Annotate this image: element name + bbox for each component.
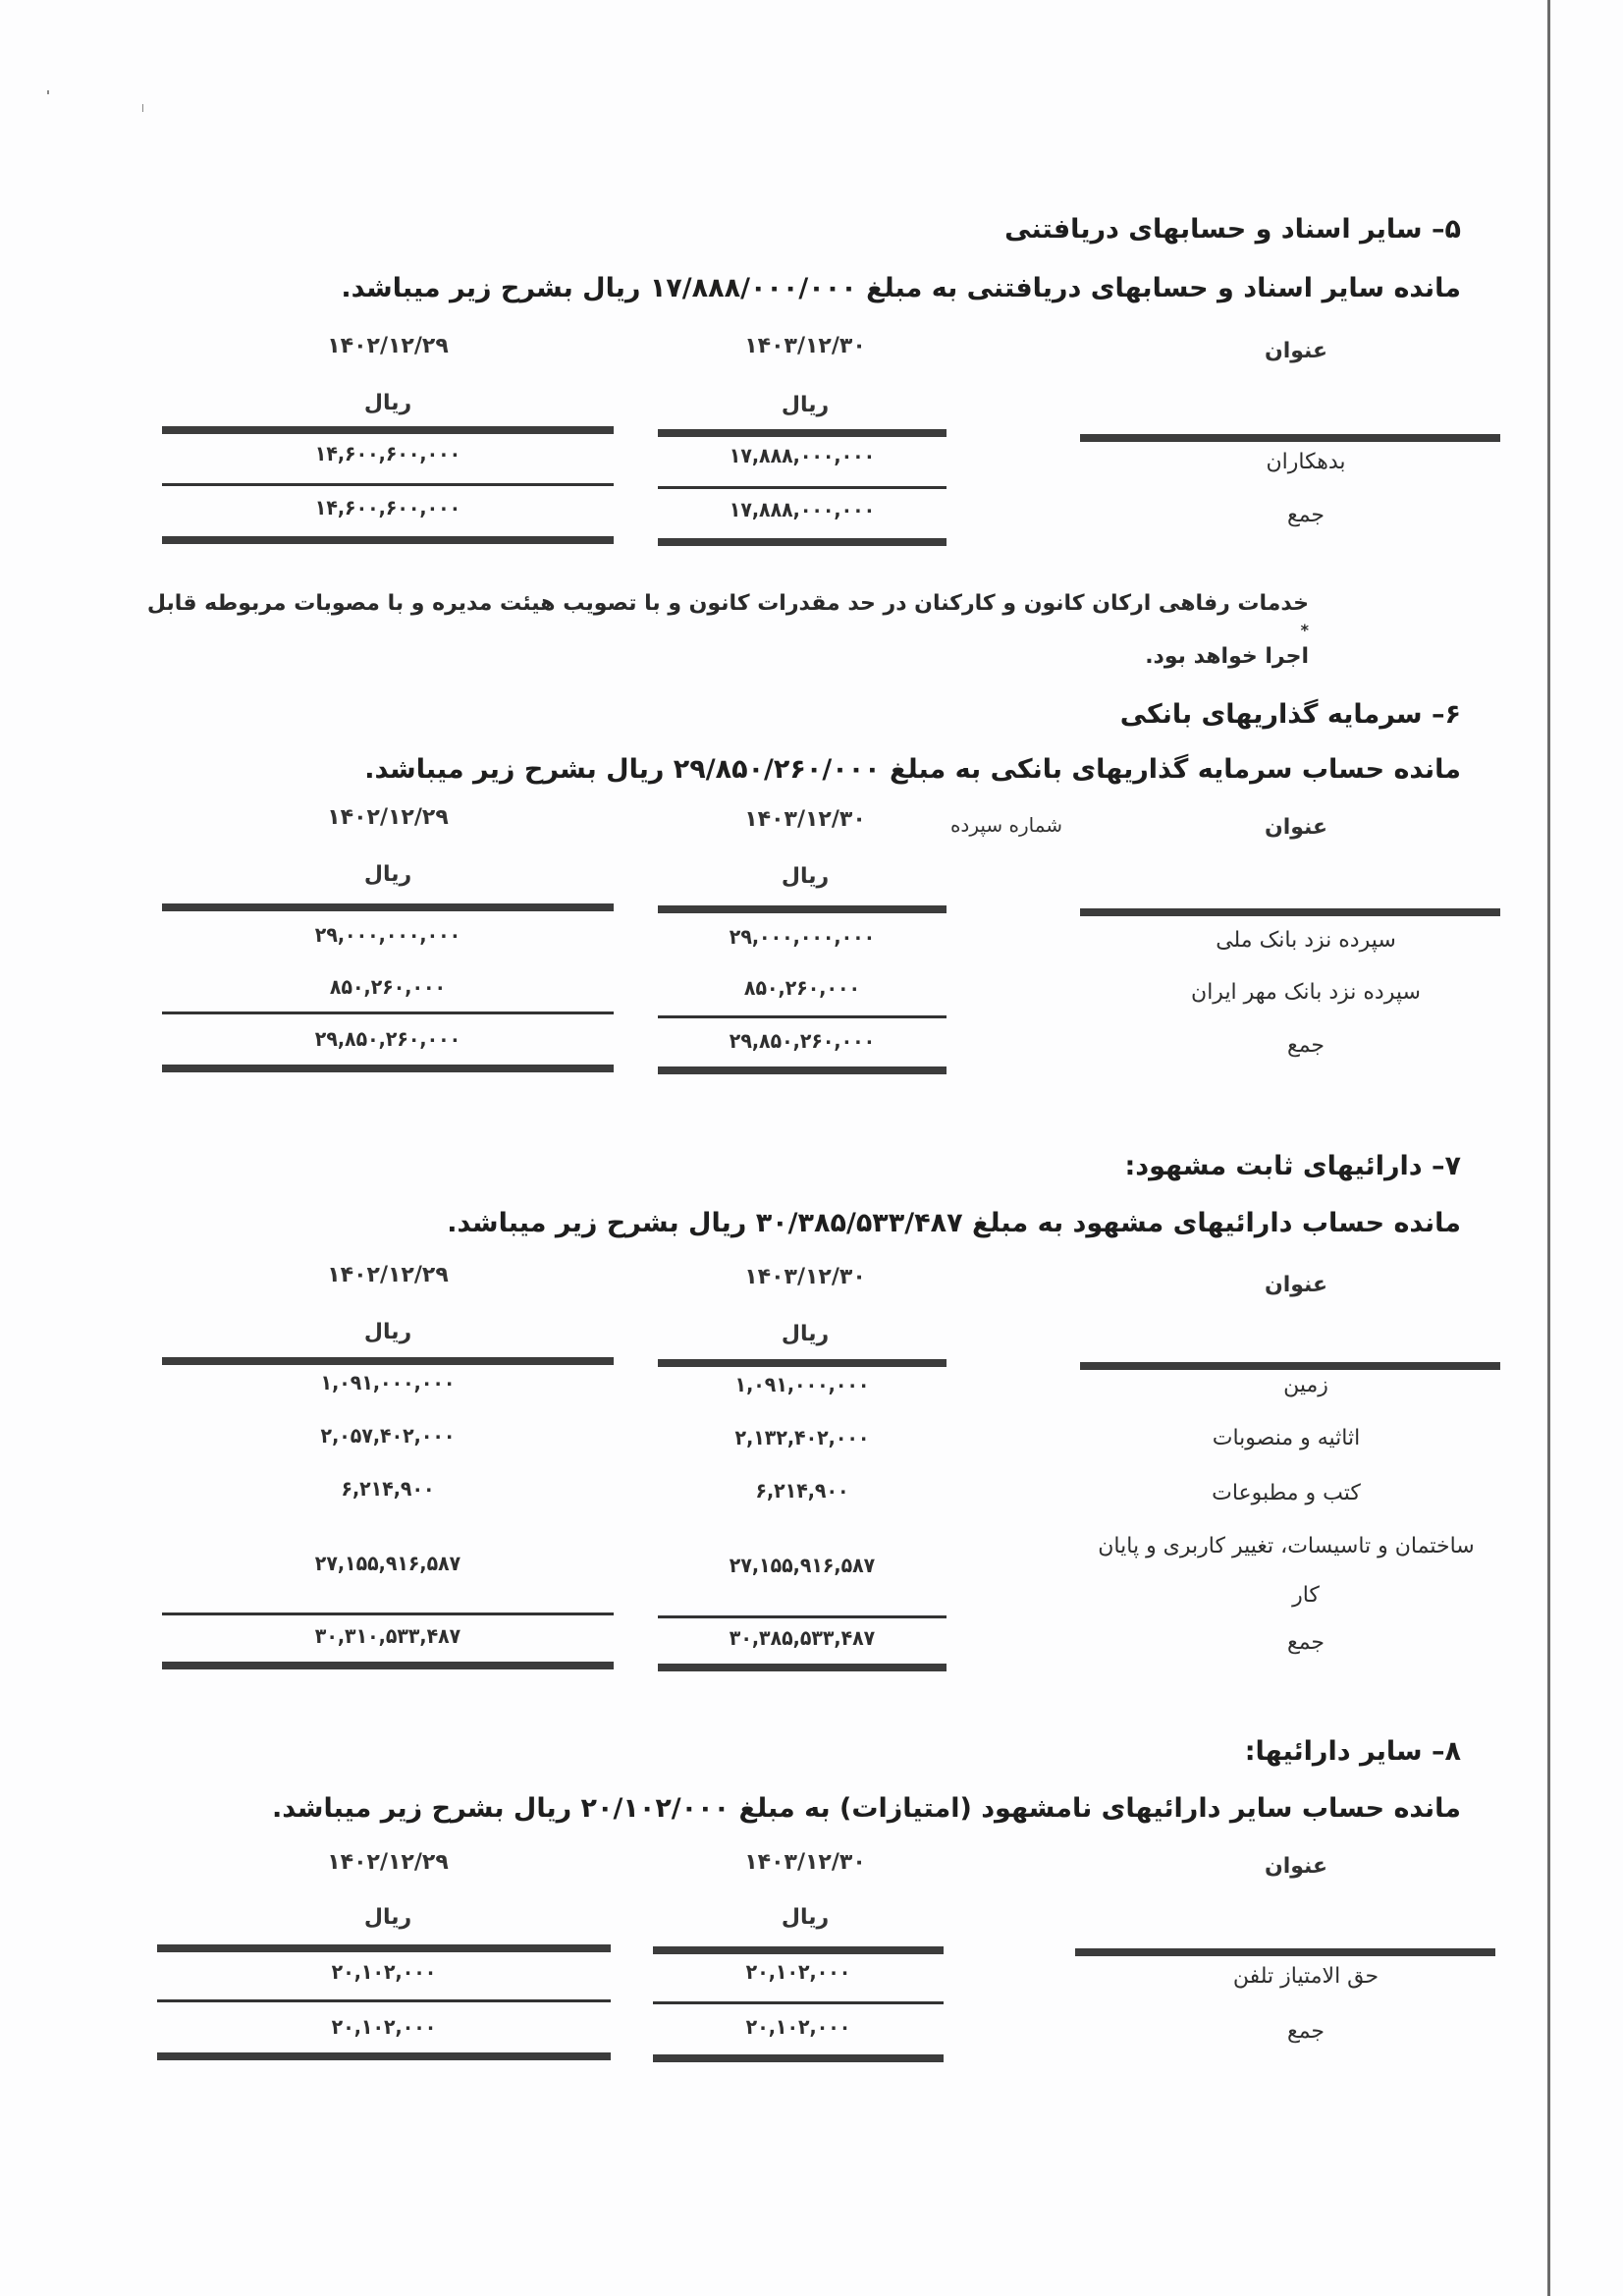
col-title-header: عنوان: [1264, 815, 1328, 840]
header-rule: [658, 1359, 947, 1367]
section-6-lead: مانده حساب سرمایه گذاریهای بانکی به مبلغ ۲۹/۸۵۰/۲۶۰/۰۰۰ ریال بشرح زیر میباشد.: [364, 754, 1461, 785]
row-label: سپرده نزد بانک ملی: [1216, 928, 1396, 953]
row-current-value: ۲,۱۳۲,۴۰۲,۰۰۰: [734, 1426, 870, 1449]
section-6-heading: ۶– سرمایه گذاریهای بانکی: [1119, 699, 1461, 730]
header-rule: [162, 903, 614, 911]
subtotal-rule: [162, 1011, 614, 1014]
section-7-lead: مانده حساب دارائیهای مشهود به مبلغ ۳۰/۳۸۵/۵۳۳/۴۸۷ ریال بشرح زیر میباشد.: [447, 1208, 1461, 1238]
col-prior-unit: ریال: [363, 1320, 412, 1344]
note-line-2: اجرا خواهد بود.: [1145, 644, 1309, 669]
row-label: سپرده نزد بانک مهر ایران: [1191, 980, 1421, 1005]
section-7-heading: ۷– دارائیهای ثابت مشهود:: [1124, 1151, 1461, 1181]
col-deposit-number: شماره سپرده: [949, 813, 1063, 837]
subtotal-rule: [658, 486, 947, 489]
col-current-unit: ریال: [781, 1322, 830, 1346]
total-label: جمع: [1286, 1033, 1325, 1058]
row-prior-value: ۸۵۰,۲۶۰,۰۰۰: [329, 975, 447, 999]
col-title-header: عنوان: [1264, 339, 1328, 363]
total-label: جمع: [1286, 2019, 1325, 2044]
total-rule: [658, 1664, 947, 1671]
note-marker: *: [1300, 621, 1309, 639]
header-rule: [157, 1944, 611, 1952]
row-prior-value: ۲۹,۰۰۰,۰۰۰,۰۰۰: [314, 923, 461, 947]
col-current-date: ۱۴۰۳/۱۲/۳۰: [744, 1850, 866, 1875]
row-prior-value: ۱,۰۹۱,۰۰۰,۰۰۰: [320, 1371, 456, 1394]
scan-border-line: [1547, 0, 1550, 2296]
section-5-lead: مانده سایر اسناد و حسابهای دریافتنی به مبلغ ۱۷/۸۸۸/۰۰۰/۰۰۰ ریال بشرح زیر میباشد.: [341, 273, 1461, 303]
total-current-value: ۳۰,۳۸۵,۵۳۳,۴۸۷: [729, 1626, 876, 1650]
col-current-unit: ریال: [781, 864, 830, 889]
header-rule: [1080, 1362, 1500, 1370]
total-prior-value: ۲۰,۱۰۲,۰۰۰: [331, 2015, 437, 2039]
row-label: کتب و مطبوعات: [1212, 1481, 1361, 1505]
row-current-value: ۱۷,۸۸۸,۰۰۰,۰۰۰: [729, 444, 876, 467]
total-prior-value: ۳۰,۳۱۰,۵۳۳,۴۸۷: [314, 1624, 461, 1648]
col-prior-unit: ریال: [363, 391, 412, 415]
subtotal-rule: [658, 1015, 947, 1018]
col-prior-unit: ریال: [363, 862, 412, 887]
total-prior-value: ۲۹,۸۵۰,۲۶۰,۰۰۰: [314, 1027, 461, 1051]
row-current-value: ۲۹,۰۰۰,۰۰۰,۰۰۰: [729, 925, 876, 949]
col-prior-date: ۱۴۰۲/۱۲/۲۹: [327, 1850, 449, 1875]
section-5-heading: ۵– سایر اسناد و حسابهای دریافتنی: [1004, 214, 1461, 245]
total-prior-value: ۱۴,۶۰۰,۶۰۰,۰۰۰: [314, 496, 461, 519]
row-prior-value: ۶,۲۱۴,۹۰۰: [341, 1477, 435, 1501]
note-line-1: خدمات رفاهی ارکان کانون و کارکنان در حد مقدرات کانون و با تصویب هیئت مدیره و با مصوبات مربوطه قابل: [146, 591, 1309, 616]
total-current-value: ۲۰,۱۰۲,۰۰۰: [745, 2015, 851, 2039]
row-label-continued: کار: [1292, 1583, 1320, 1608]
subtotal-rule: [162, 1613, 614, 1615]
subtotal-rule: [653, 2001, 944, 2004]
row-prior-value: ۲۷,۱۵۵,۹۱۶,۵۸۷: [314, 1552, 461, 1575]
row-current-value: ۲۷,۱۵۵,۹۱۶,۵۸۷: [729, 1554, 876, 1577]
col-prior-date: ۱۴۰۲/۱۲/۲۹: [327, 334, 449, 358]
row-prior-value: ۱۴,۶۰۰,۶۰۰,۰۰۰: [314, 442, 461, 465]
row-label: حق الامتیاز تلفن: [1232, 1964, 1380, 1989]
total-rule: [658, 1066, 947, 1074]
col-prior-date: ۱۴۰۲/۱۲/۲۹: [327, 805, 449, 830]
section-8-lead: مانده حساب سایر دارائیهای نامشهود (امتیازات) به مبلغ ۲۰/۱۰۲/۰۰۰ ریال بشرح زیر میباشد.: [272, 1793, 1461, 1824]
col-title-header: عنوان: [1264, 1273, 1328, 1297]
row-label: بدهکاران: [1266, 450, 1346, 474]
total-rule: [658, 538, 947, 546]
row-current-value: ۱,۰۹۱,۰۰۰,۰۰۰: [734, 1373, 870, 1396]
col-prior-date: ۱۴۰۲/۱۲/۲۹: [327, 1263, 449, 1287]
header-rule: [653, 1946, 944, 1954]
scan-speck: [47, 90, 49, 94]
header-rule: [658, 905, 947, 913]
total-rule: [157, 2052, 611, 2060]
total-rule: [653, 2054, 944, 2062]
total-current-value: ۲۹,۸۵۰,۲۶۰,۰۰۰: [729, 1029, 876, 1053]
header-rule: [162, 426, 614, 434]
col-prior-unit: ریال: [363, 1905, 412, 1930]
row-current-value: ۲۰,۱۰۲,۰۰۰: [745, 1960, 851, 1984]
col-current-unit: ریال: [781, 1905, 830, 1930]
row-label: ساختمان و تاسیسات، تغییر کاربری و پایان: [1098, 1534, 1475, 1558]
col-title-header: عنوان: [1264, 1854, 1328, 1879]
header-rule: [162, 1357, 614, 1365]
row-label: زمین: [1283, 1373, 1328, 1397]
row-current-value: ۸۵۰,۲۶۰,۰۰۰: [743, 976, 861, 1000]
total-label: جمع: [1286, 1630, 1325, 1655]
subtotal-rule: [162, 483, 614, 486]
subtotal-rule: [658, 1615, 947, 1618]
row-prior-value: ۲,۰۵۷,۴۰۲,۰۰۰: [320, 1424, 456, 1448]
col-current-date: ۱۴۰۳/۱۲/۳۰: [744, 1265, 866, 1289]
header-rule: [658, 429, 947, 437]
total-rule: [162, 1065, 614, 1072]
col-current-date: ۱۴۰۳/۱۲/۳۰: [744, 807, 866, 832]
scan-speck: [142, 104, 143, 112]
header-rule: [1080, 908, 1500, 916]
total-current-value: ۱۷,۸۸۸,۰۰۰,۰۰۰: [729, 498, 876, 521]
section-8-heading: ۸– سایر دارائیها:: [1244, 1736, 1461, 1767]
header-rule: [1080, 434, 1500, 442]
row-current-value: ۶,۲۱۴,۹۰۰: [755, 1479, 849, 1503]
col-current-date: ۱۴۰۳/۱۲/۳۰: [744, 334, 866, 358]
total-rule: [162, 1662, 614, 1669]
total-rule: [162, 536, 614, 544]
total-label: جمع: [1286, 503, 1325, 527]
row-label: اثاثیه و منصوبات: [1212, 1426, 1361, 1450]
row-prior-value: ۲۰,۱۰۲,۰۰۰: [331, 1960, 437, 1984]
col-current-unit: ریال: [781, 393, 830, 417]
header-rule: [1075, 1948, 1495, 1956]
subtotal-rule: [157, 1999, 611, 2002]
